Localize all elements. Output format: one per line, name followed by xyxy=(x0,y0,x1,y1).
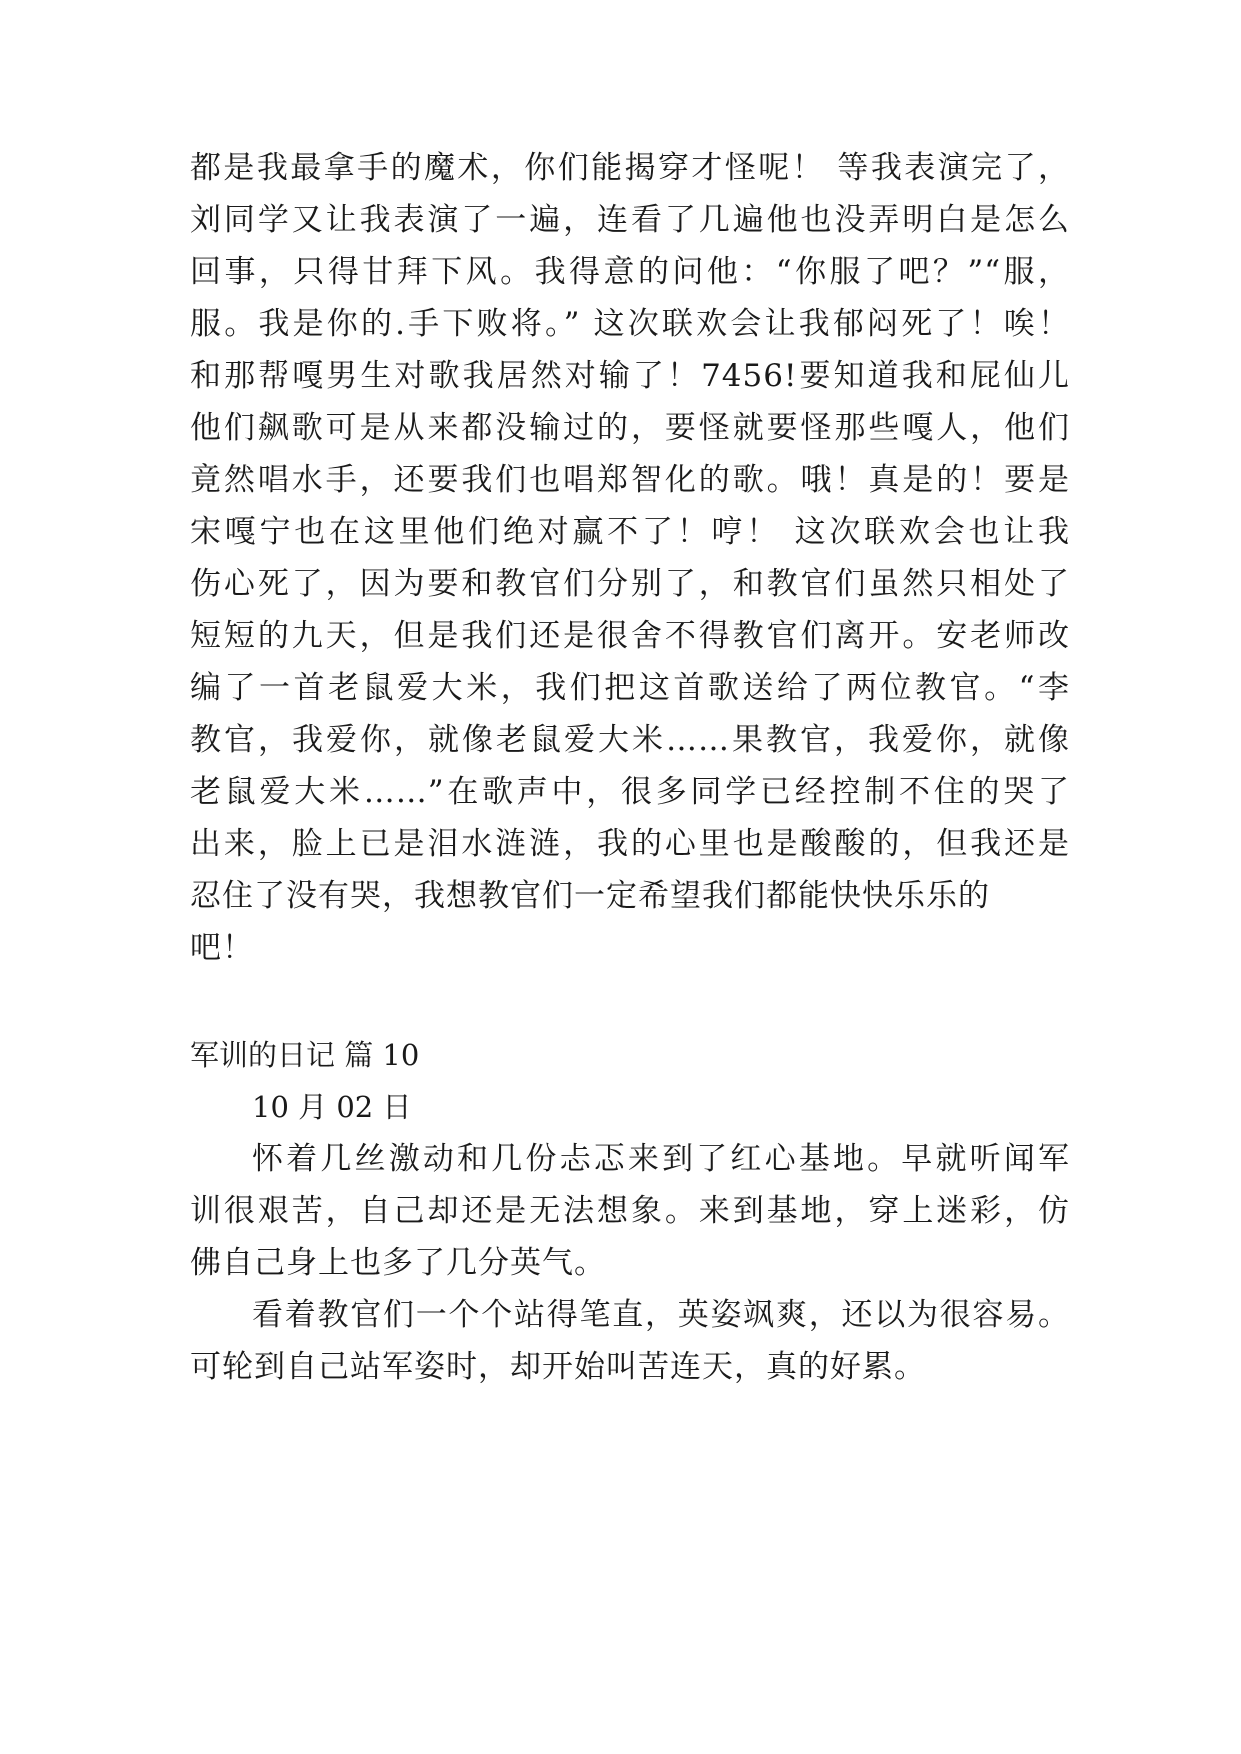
body-line: 都是我最拿手的魔术，你们能揭穿才怪呢！ 等我表演完了， xyxy=(190,150,1070,186)
body-line: 刘同学又让我表演了一遍，连看了几遍他也没弄明白是怎么 xyxy=(190,202,1070,238)
body-line: 短短的九天，但是我们还是很舍不得教官们离开。安老师改 xyxy=(190,618,1070,654)
body-line: 怀着几丝激动和几份忐忑来到了红心基地。早就听闻军 xyxy=(252,1141,1070,1177)
body-line: 服。我是你的.手下败将。” 这次联欢会让我郁闷死了！唉！ xyxy=(190,306,1070,342)
body-line: 他们飙歌可是从来都没输过的，要怪就要怪那些嘎人，他们 xyxy=(190,410,1070,446)
body-line: 看着教官们一个个站得笔直，英姿飒爽，还以为很容易。 xyxy=(252,1297,1070,1333)
body-line: 编了一首老鼠爱大米，我们把这首歌送给了两位教官。“李 xyxy=(190,670,1070,706)
body-line: 出来，脸上已是泪水涟涟，我的心里也是酸酸的，但我还是 xyxy=(190,826,1070,862)
body-line: 宋嘎宁也在这里他们绝对赢不了！哼！ 这次联欢会也让我 xyxy=(190,514,1070,550)
body-line: 伤心死了，因为要和教官们分别了，和教官们虽然只相处了 xyxy=(190,566,1070,602)
entry-date: 10 月 02 日 xyxy=(252,1090,412,1124)
section-heading: 军训的日记 篇 10 xyxy=(190,1038,420,1072)
body-line: 佛自己身上也多了几分英气。 xyxy=(190,1245,606,1281)
body-line: 老鼠爱大米……”在歌声中，很多同学已经控制不住的哭了 xyxy=(190,774,1070,810)
body-line: 可轮到自己站军姿时，却开始叫苦连天，真的好累。 xyxy=(190,1349,926,1385)
body-line: 和那帮嘎男生对歌我居然对输了！7456!要知道我和屁仙儿 xyxy=(190,358,1070,394)
body-line: 教官，我爱你，就像老鼠爱大米……果教官，我爱你，就像 xyxy=(190,722,1070,758)
body-line: 吧！ xyxy=(190,930,254,966)
body-line: 竟然唱水手，还要我们也唱郑智化的歌。哦！真是的！要是 xyxy=(190,462,1070,498)
body-line: 忍住了没有哭，我想教官们一定希望我们都能快快乐乐的 xyxy=(190,878,990,914)
body-line: 训很艰苦，自己却还是无法想象。来到基地，穿上迷彩，仿 xyxy=(190,1193,1070,1229)
body-line: 回事，只得甘拜下风。我得意的问他：“你服了吧？”“服， xyxy=(190,254,1070,290)
